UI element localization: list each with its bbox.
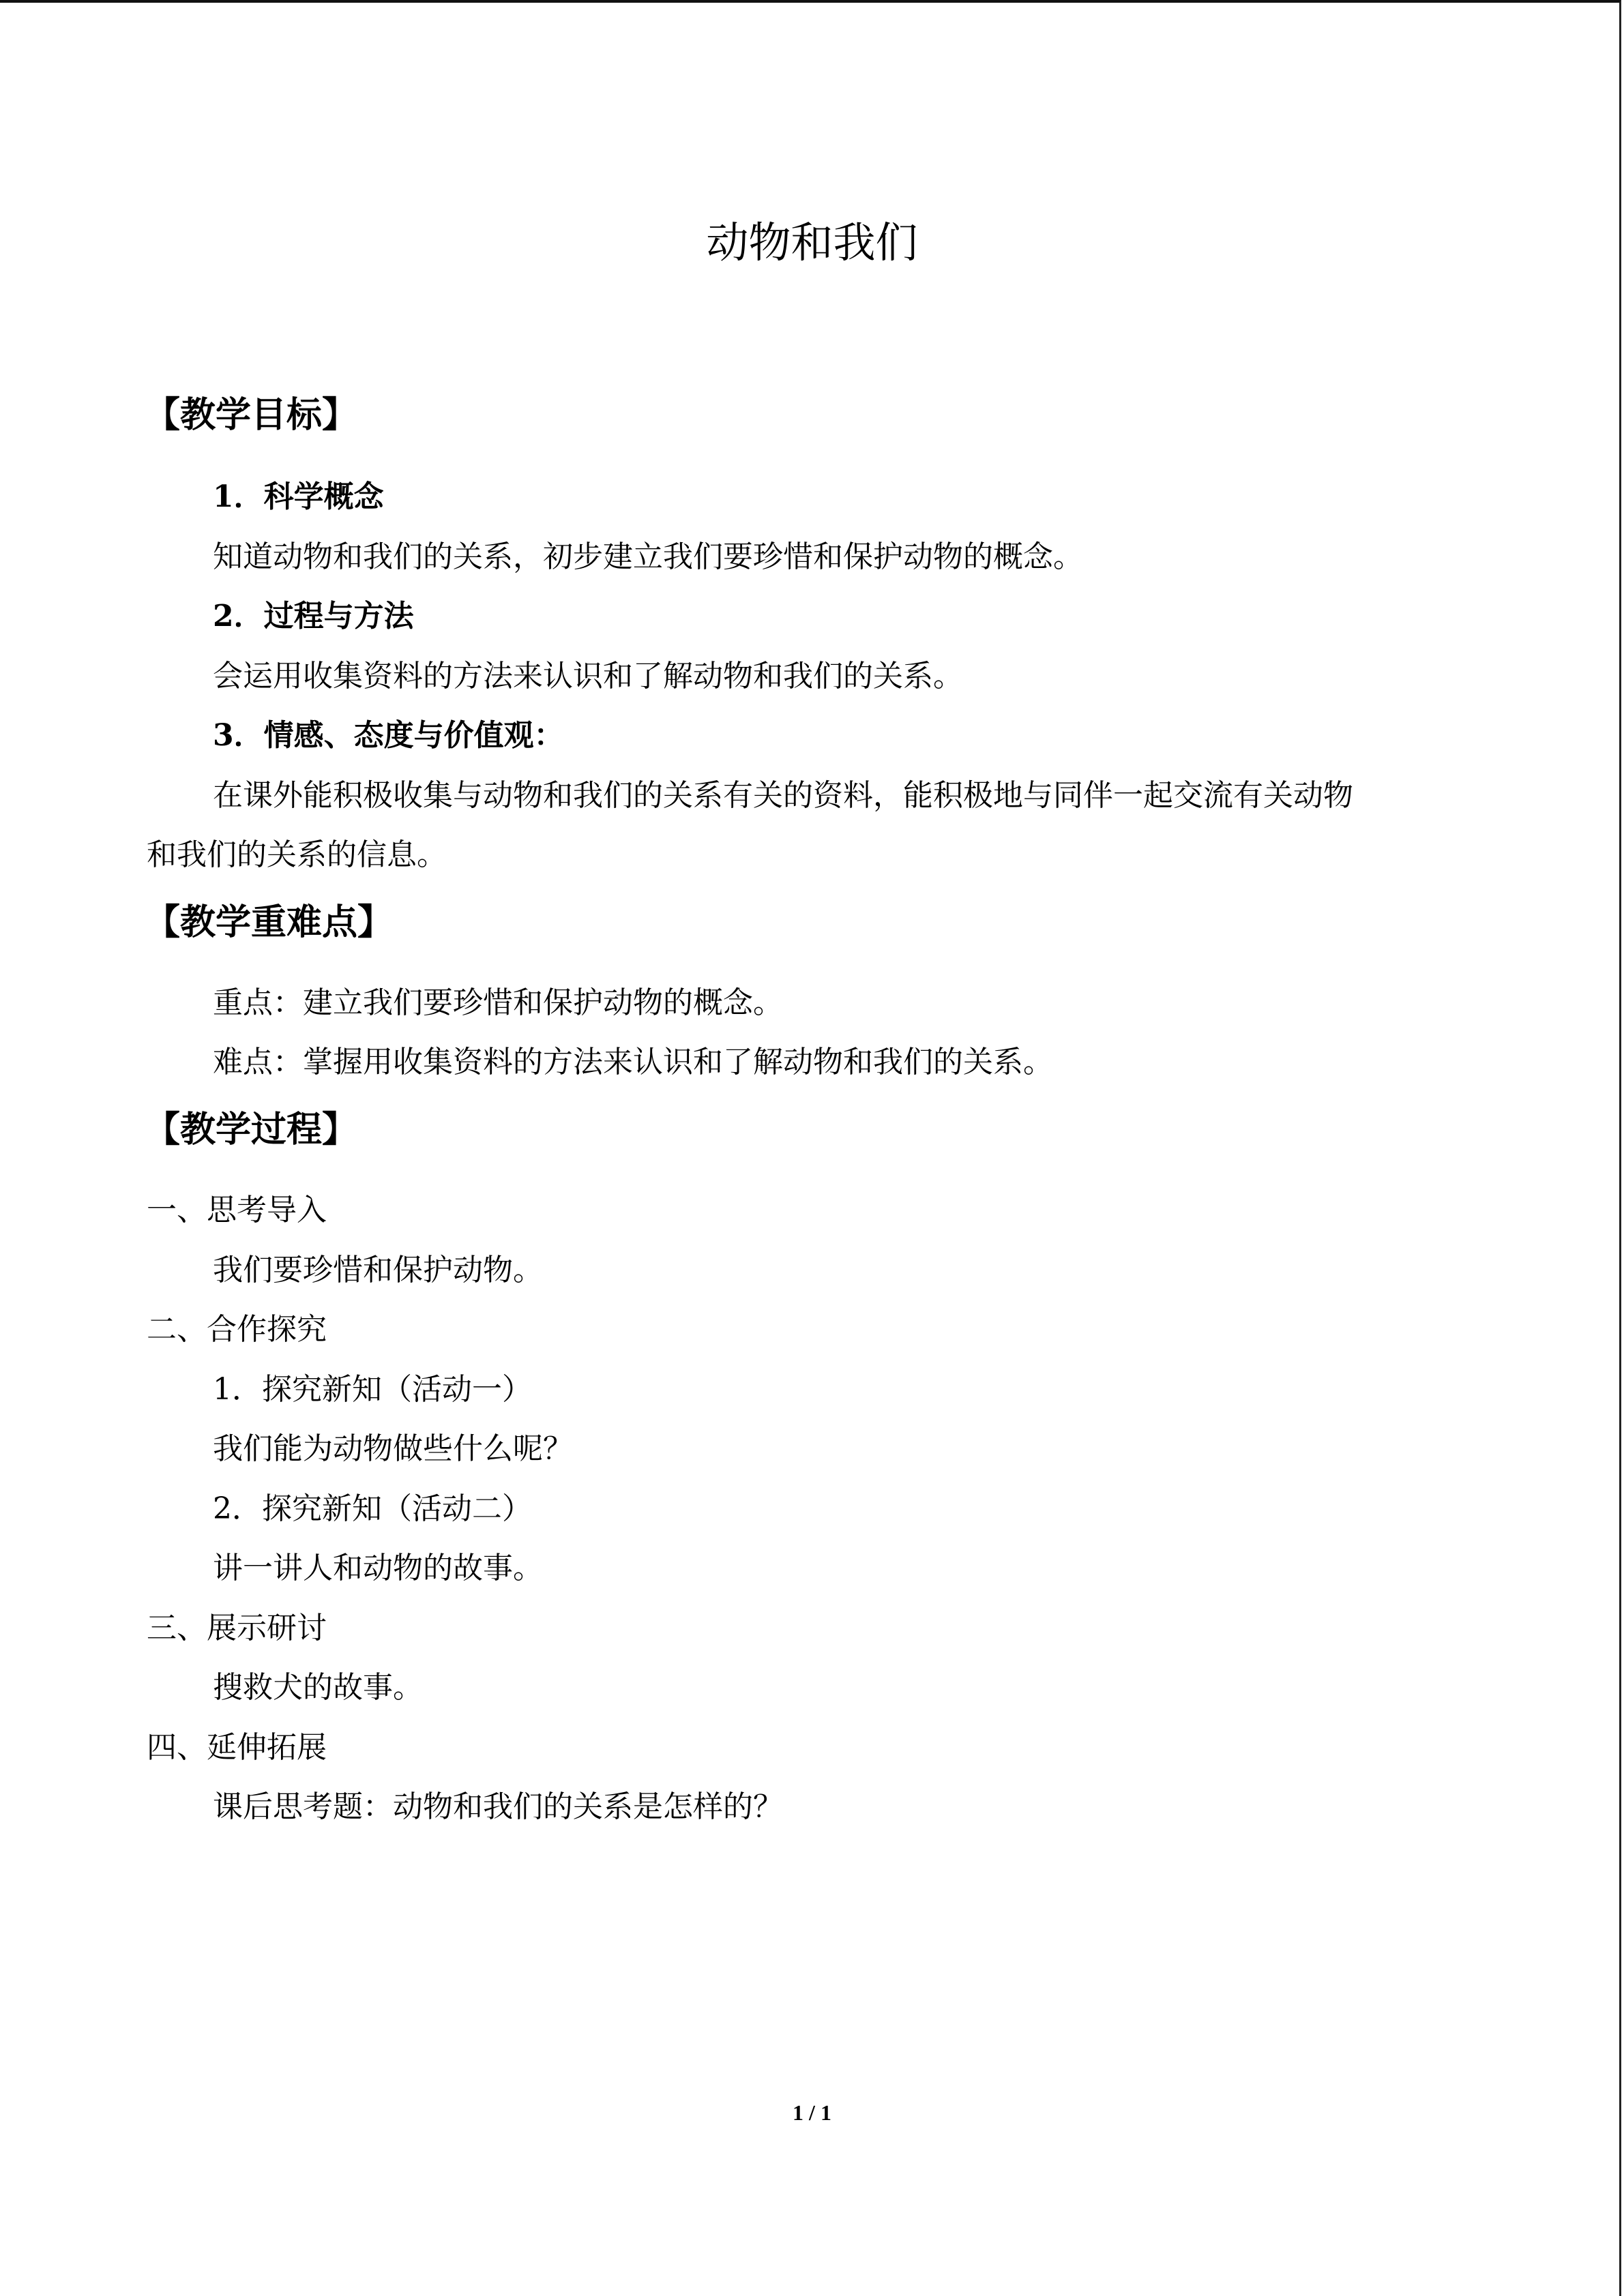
process-step-2-line-1: 1．探究新知（活动一） xyxy=(213,1372,532,1407)
objective-label-2: 2．过程与方法 xyxy=(213,599,414,633)
key-point-difficulty: 难点：掌握用收集资料的方法来认识和了解动物和我们的关系。 xyxy=(213,1045,1053,1079)
page-indicator: 1 / 1 xyxy=(793,2100,831,2125)
objective-text-3-line2: 和我们的关系的信息。 xyxy=(147,837,447,872)
process-step-2-line-2: 我们能为动物做些什么呢？ xyxy=(213,1431,573,1466)
objective-text-1: 知道动物和我们的关系，初步建立我们要珍惜和保护动物的概念。 xyxy=(213,539,1083,574)
key-point-focus: 重点：建立我们要珍惜和保护动物的概念。 xyxy=(213,985,783,1020)
objective-text-3-line1: 在课外能积极收集与动物和我们的关系有关的资料，能积极地与同伴一起交流有关动物 xyxy=(213,778,1353,813)
section-heading-key-points: 【教学重难点】 xyxy=(145,901,394,943)
section-heading-process: 【教学过程】 xyxy=(145,1109,358,1150)
process-step-3-line: 搜救犬的故事。 xyxy=(213,1670,423,1705)
objective-text-2: 会运用收集资料的方法来认识和了解动物和我们的关系。 xyxy=(213,659,963,694)
process-step-2-title: 二、合作探究 xyxy=(147,1312,327,1347)
process-step-4-title: 四、延伸拓展 xyxy=(147,1730,327,1765)
section-heading-objectives: 【教学目标】 xyxy=(145,394,358,436)
process-step-1-line: 我们要珍惜和保护动物。 xyxy=(213,1253,543,1287)
process-step-4-line: 课后思考题：动物和我们的关系是怎样的？ xyxy=(213,1789,783,1824)
document-title: 动物和我们 xyxy=(706,218,918,267)
process-step-2-line-4: 讲一讲人和动物的故事。 xyxy=(213,1551,543,1585)
objective-label-3: 3．情感、态度与价值观： xyxy=(213,718,564,753)
process-step-2-line-3: 2．探究新知（活动二） xyxy=(213,1491,532,1526)
objective-label-1: 1．科学概念 xyxy=(213,479,384,514)
process-step-3-title: 三、展示研讨 xyxy=(147,1611,327,1645)
process-step-1-title: 一、思考导入 xyxy=(147,1193,327,1227)
